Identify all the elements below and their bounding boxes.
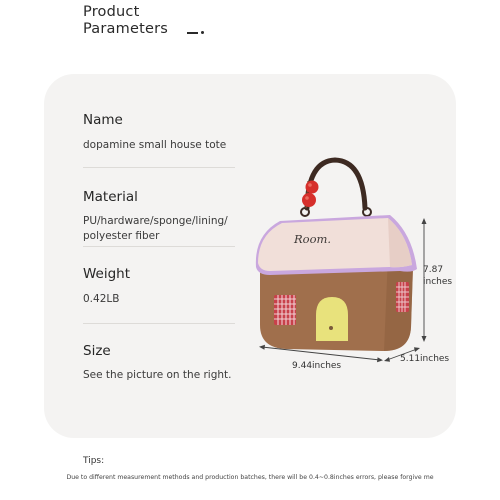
roof-text: Room. bbox=[294, 232, 332, 246]
width-label: 9.44inches bbox=[292, 361, 342, 371]
height-arrow-top bbox=[422, 218, 427, 224]
depth-label: 5.11inches bbox=[400, 354, 450, 364]
height-arrow-bottom bbox=[422, 336, 427, 342]
door-knob bbox=[329, 326, 333, 330]
page-header bbox=[83, 4, 168, 38]
param-material-value-line-1: PU/hardware/sponge/lining/ bbox=[83, 215, 228, 227]
height-unit-label: inches bbox=[423, 277, 453, 287]
param-size bbox=[83, 343, 232, 381]
param-size-value: See the picture on the right. bbox=[83, 369, 232, 381]
param-weight-value: 0.42LB bbox=[83, 293, 120, 305]
header-title-line-2: Parameters bbox=[83, 21, 168, 37]
param-material-value-line-2: polyester fiber bbox=[83, 230, 160, 242]
door bbox=[316, 297, 348, 341]
divider-2 bbox=[83, 246, 235, 247]
height-value-label: 7.87 bbox=[423, 265, 444, 275]
window-right-checks bbox=[396, 282, 409, 312]
bead-highlight-bottom bbox=[305, 196, 309, 200]
divider-1 bbox=[83, 167, 235, 168]
param-name-title: Name bbox=[83, 112, 123, 128]
depth-arrow-left bbox=[384, 357, 390, 362]
param-weight bbox=[83, 266, 130, 305]
tips-label: Tips: bbox=[83, 456, 105, 466]
param-material bbox=[83, 189, 228, 242]
bead-bottom bbox=[302, 193, 316, 207]
house-tote-illustration bbox=[250, 155, 470, 380]
tips-note: Due to different measurement methods and production batches, there will be 0.4~0.8inches errors, please forgive me bbox=[66, 474, 434, 481]
divider-3 bbox=[83, 323, 235, 324]
depth-arrow-right bbox=[414, 347, 420, 352]
param-size-title: Size bbox=[83, 343, 111, 359]
bead-top bbox=[306, 181, 319, 194]
header-dash-ornament bbox=[187, 32, 198, 34]
bead-highlight-top bbox=[308, 183, 312, 187]
param-material-title: Material bbox=[83, 189, 138, 205]
width-arrow-left bbox=[259, 345, 265, 350]
header-dot-ornament bbox=[201, 31, 204, 34]
header-title-line-1: Product bbox=[83, 4, 140, 20]
param-name bbox=[83, 112, 226, 151]
param-name-value: dopamine small house tote bbox=[83, 139, 227, 151]
param-weight-title: Weight bbox=[83, 266, 131, 282]
width-arrow-right bbox=[377, 357, 383, 362]
